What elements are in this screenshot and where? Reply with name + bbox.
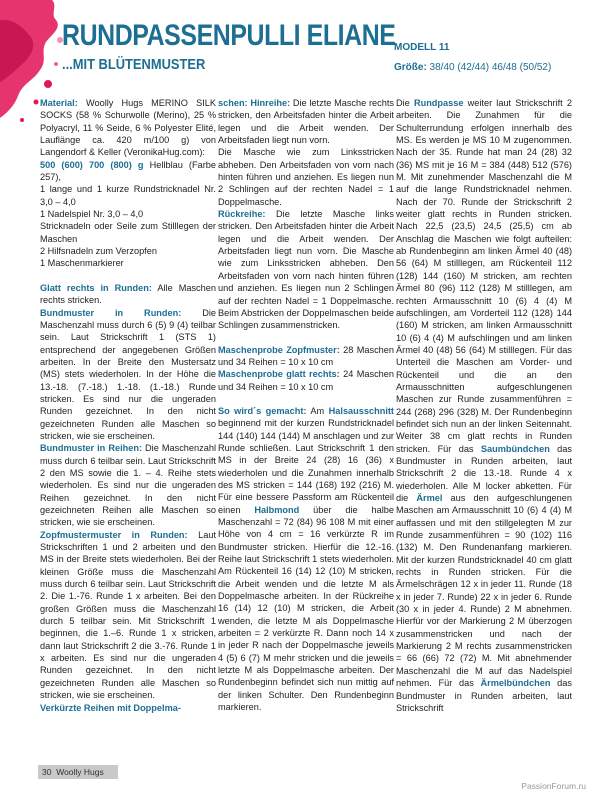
text-column-2 — [218, 97, 394, 714]
material-item: 1 lange und 1 kurze Rundstricknadel Nr. 3,0 – 4,0 — [40, 184, 216, 207]
page-footer — [38, 765, 118, 779]
material-paragraph: Material: Woolly Hugs MERINO SILK SOCKS (58 % Schurwolle (Merino), 25 % Polyacryl, 11 % Seide, 6 % Polyester Elité, Lauflänge ca. 420 m/100 g) von Langendorf & Keller (VeronikaHug.com): — [40, 98, 216, 158]
material-item: 1 Maschenmarkierer — [40, 258, 124, 269]
text-column-3 — [396, 97, 572, 714]
watermark: PassionForum.ru — [521, 781, 586, 791]
size-info — [394, 62, 551, 73]
text-column-1 — [40, 97, 216, 714]
instruction-paragraph: Bundmuster in Reihen: Die Maschenzahl muss durch 6 teilbar sein. Laut Strickschrift 2 den MS sowie die 1. – 4. Reihe stets wiederholen. Es sind nur die ungeraden Reihen gezeichnet. In den nicht gezeichneten Reihen alle Maschen so stricken, wie sie erscheinen. — [40, 443, 216, 528]
instruction-paragraph: Rückreihe: Die letzte Masche links stricken. Den Arbeitsfaden hinter die Arbeit legen und die Arbeit wenden. Der Arbeitsfaden liegt nun vorn. Die Masche wie zum Linksstricken abheben. Den Arbeitsfaden von vorn nach hinten führen und anziehen. Es liegen nun 2 Schlingen auf der rechten Nadel = 1 Doppelmasche. Beim Abstricken der Doppelmaschen beide Schlingen zusammenstricken. — [218, 209, 394, 331]
page-number: 30 — [42, 767, 52, 777]
instruction-paragraph: Verkürzte Reihen mit Doppelma- — [40, 702, 181, 713]
yarn-amount: 500 (600) 700 (800) g Hellblau (Farbe 257), — [40, 159, 216, 183]
gauge-paragraph: Maschenprobe Zopfmuster: 28 Maschen und 34 Reihen = 10 x 10 cm — [218, 344, 395, 367]
instruction-paragraph: Zopfmustermuster in Runden: Laut Strickschriften 1 und 2 arbeiten und den MS in der Breite stets wiederholen. Bei der kleinen Größe muss die Maschenzahl muss durch 6 teilbar sein. Laut Strickschrift 2. Die 1.-76. Runde 1 x arbeiten. Bei den großen Größen muss die Maschenzahl durch 5 teilbar sein. Mit Strickschrift 1 beginnen, die 1.–6. Runde 1 x stricken, dann laut Strickschrift 2 die 3.-76. Runde 1 x arbeiten. Es sind nur die ungeraden Runden gezeichnet. In den nicht gezeichneten Runden alle Maschen so stricken, wie sie erscheinen. — [40, 529, 216, 701]
instruction-paragraph: schen: Hinreihe: Die letzte Masche rechts stricken, den Arbeitsfaden hinter die Arbeit legen und die Arbeit wenden. Der Arbeitsfaden liegt nun vorn. — [218, 98, 394, 146]
material-item: 1 Nadelspiel Nr. 3,0 – 4,0 — [40, 209, 144, 220]
gauge-paragraph: Maschenprobe glatt rechts: 24 Maschen und 34 Reihen = 10 x 10 cm — [218, 369, 394, 392]
instruction-paragraph: Glatt rechts in Runden: Alle Maschen rechts stricken. — [40, 282, 216, 306]
size-values: 38/40 (42/44) 46/48 (50/52) — [426, 62, 552, 73]
instruction-paragraph: So wird´s gemacht: Am Halsausschnitt beginnend mit der kurzen Rundstricknadel 144 (140) 144 (144) M anschlagen und zur Runde schließen. Laut Strickschrift 1 den MS in der Breite 24 (28) 16 (36) x wiederholen und die Zunahmen innerhalb des MS stricken = 144 (168) 192 (216) M. Für eine bessere Passform am Rückenteil einen Halbmond über die halbe Maschenzahl = 72 (84) 96 108 M mit einer Höhe von 4 cm = 16 verkürzte R im Bundmuster stricken. Hierfür die 12.-16. Reihe laut Strickschrift 1 stets wiederholen. Am Rückenteil 16 (14) 12 (10) M stricken, die Arbeit wenden und die letzte M als Doppelmasche arbeiten. In der Rückreihe 16 (14) 12 (10) M stricken, die Arbeit wenden, die letzte M als Doppelmasche arbeiten = 2 verkürzte R. Dann noch 14 x in jeder R nach der Doppelmasche jeweils 4 (5) 6 (7) M mehr stricken und die jeweils letzte M als Doppelmasche arbeiten. Der Rundenbeginn befindet sich nun mittig auf der linken Schulter. Den Rundenbeginn markieren. — [218, 405, 394, 713]
material-item: 2 Hilfsnadeln zum Verzopfen — [40, 246, 157, 257]
page-subtitle: ...MIT BLÜTENMUSTER — [62, 56, 206, 73]
instruction-paragraph: Die Rundpasse weiter laut Strickschrift 2 arbeiten. Die Zunahmen für die Schulterrundung erfolgen innerhalb des MS. Es werden je MS 10 M zugenommen. Nach der 35. Runde hat man 24 (28) 32 (36) MS mit je 16 M = 384 (448) 512 (576) M. Mit zunehmender Maschenzahl die M auf die lange Rundstricknadel nehmen. Nach der 70. Runde der Strickschrift 2 weiter glatt rechts in Runden stricken. Nach 22,5 (23,5) 24,5 (25,5) cm ab Anschlag die Maschen wie folgt aufteilen: ab Rundenbeginn am linken Ärmel 40 (48) 56 (64) M stilllegen, am Rückenteil 112 (128) 144 (160) M stricken, am rechten Ärmel 80 (96) 112 (128) M stilllegen, am rechten Armausschnitt 10 (6) 4 (4) M aufschlingen, am Vorderteil 112 (128) 144 (160) M stricken, am linken Armausschnitt 10 (6) 4 (4) M aufschlingen und am linken Ärmel 40 (48) 56 (64) M stilllegen. Für das Unterteil die Maschen am Vorder- und Rückenteil und die an den Armausschnitten aufgeschlungenen Maschen zur Runde zusammenführen = 244 (268) 296 (328) M. Der Rundenbeginn befindet sich nun an der linken Seitennaht. Weiter 38 cm glatt rechts in Runden stricken. Für das Saumbündchen das Bundmuster in Runden arbeiten, laut Strickschrift 2 die 13.-18. Runde 4 x wiederholen. Alle M locker abketten. Für die Ärmel aus den aufgeschlungenen Maschen am Armausschnitt 10 (6) 4 (4) M auffassen und mit den stillgelegten M zur Runde zusammenführen = 90 (102) 116 (132) M. Den Rundenanfang markieren. Mit der kurzen Rundstricknadel 40 cm glatt rechts in Runden stricken. Für die Ärmelschrägen 12 x in jeder 11. Runde (18 x in jeder 7. Runde) 22 x in jeder 6. Runde (30 x in jeder 4. Runde) 2 M abnehmen. Hierfür vor der Markierung 2 M überzogen zusammenstricken und nach der Markierung 2 M rechts zusammenstricken = 66 (66) 72 (72) M. Mit abnehmender Maschenzahl die M auf das Nadelspiel nehmen. Für das Ärmelbündchen das Bundmuster in Runden arbeiten, laut Strickschrift — [396, 98, 572, 713]
size-label: Größe: — [394, 62, 427, 73]
instruction-paragraph: Die Masche wie zum Linksstricken abheben. Den Arbeitsfaden von vorn nach hinten führen und anziehen. Es liegen nun 2 Schlingen auf der rechten Nadel = 1 Doppelmasche. — [218, 147, 394, 207]
publication-name: Woolly Hugs — [56, 767, 104, 777]
page-title: RUNDPASSENPULLI ELIANE — [62, 19, 396, 52]
instruction-paragraph: Bundmuster in Runden: Die Maschenzahl muss durch 6 (5) 9 (4) teilbar sein. Laut Strickschrift 1 (STS 1) entsprechend der angegebenen Größen arbeiten. In der Breite den Mustersatz (MS) stets wiederholen. In der Höhe die 13.-18. (7.-18.) 1.-18. (1.-18.) Runde stricken. Es sind nur die ungeraden Runden gezeichnet. In den nicht gezeichneten Runden alle Maschen so stricken, wie sie erscheinen. — [40, 307, 216, 441]
model-label: MODELL 11 — [394, 42, 450, 53]
material-item: Stricknadeln oder Seile zum Stilllegen der Maschen — [40, 221, 216, 244]
